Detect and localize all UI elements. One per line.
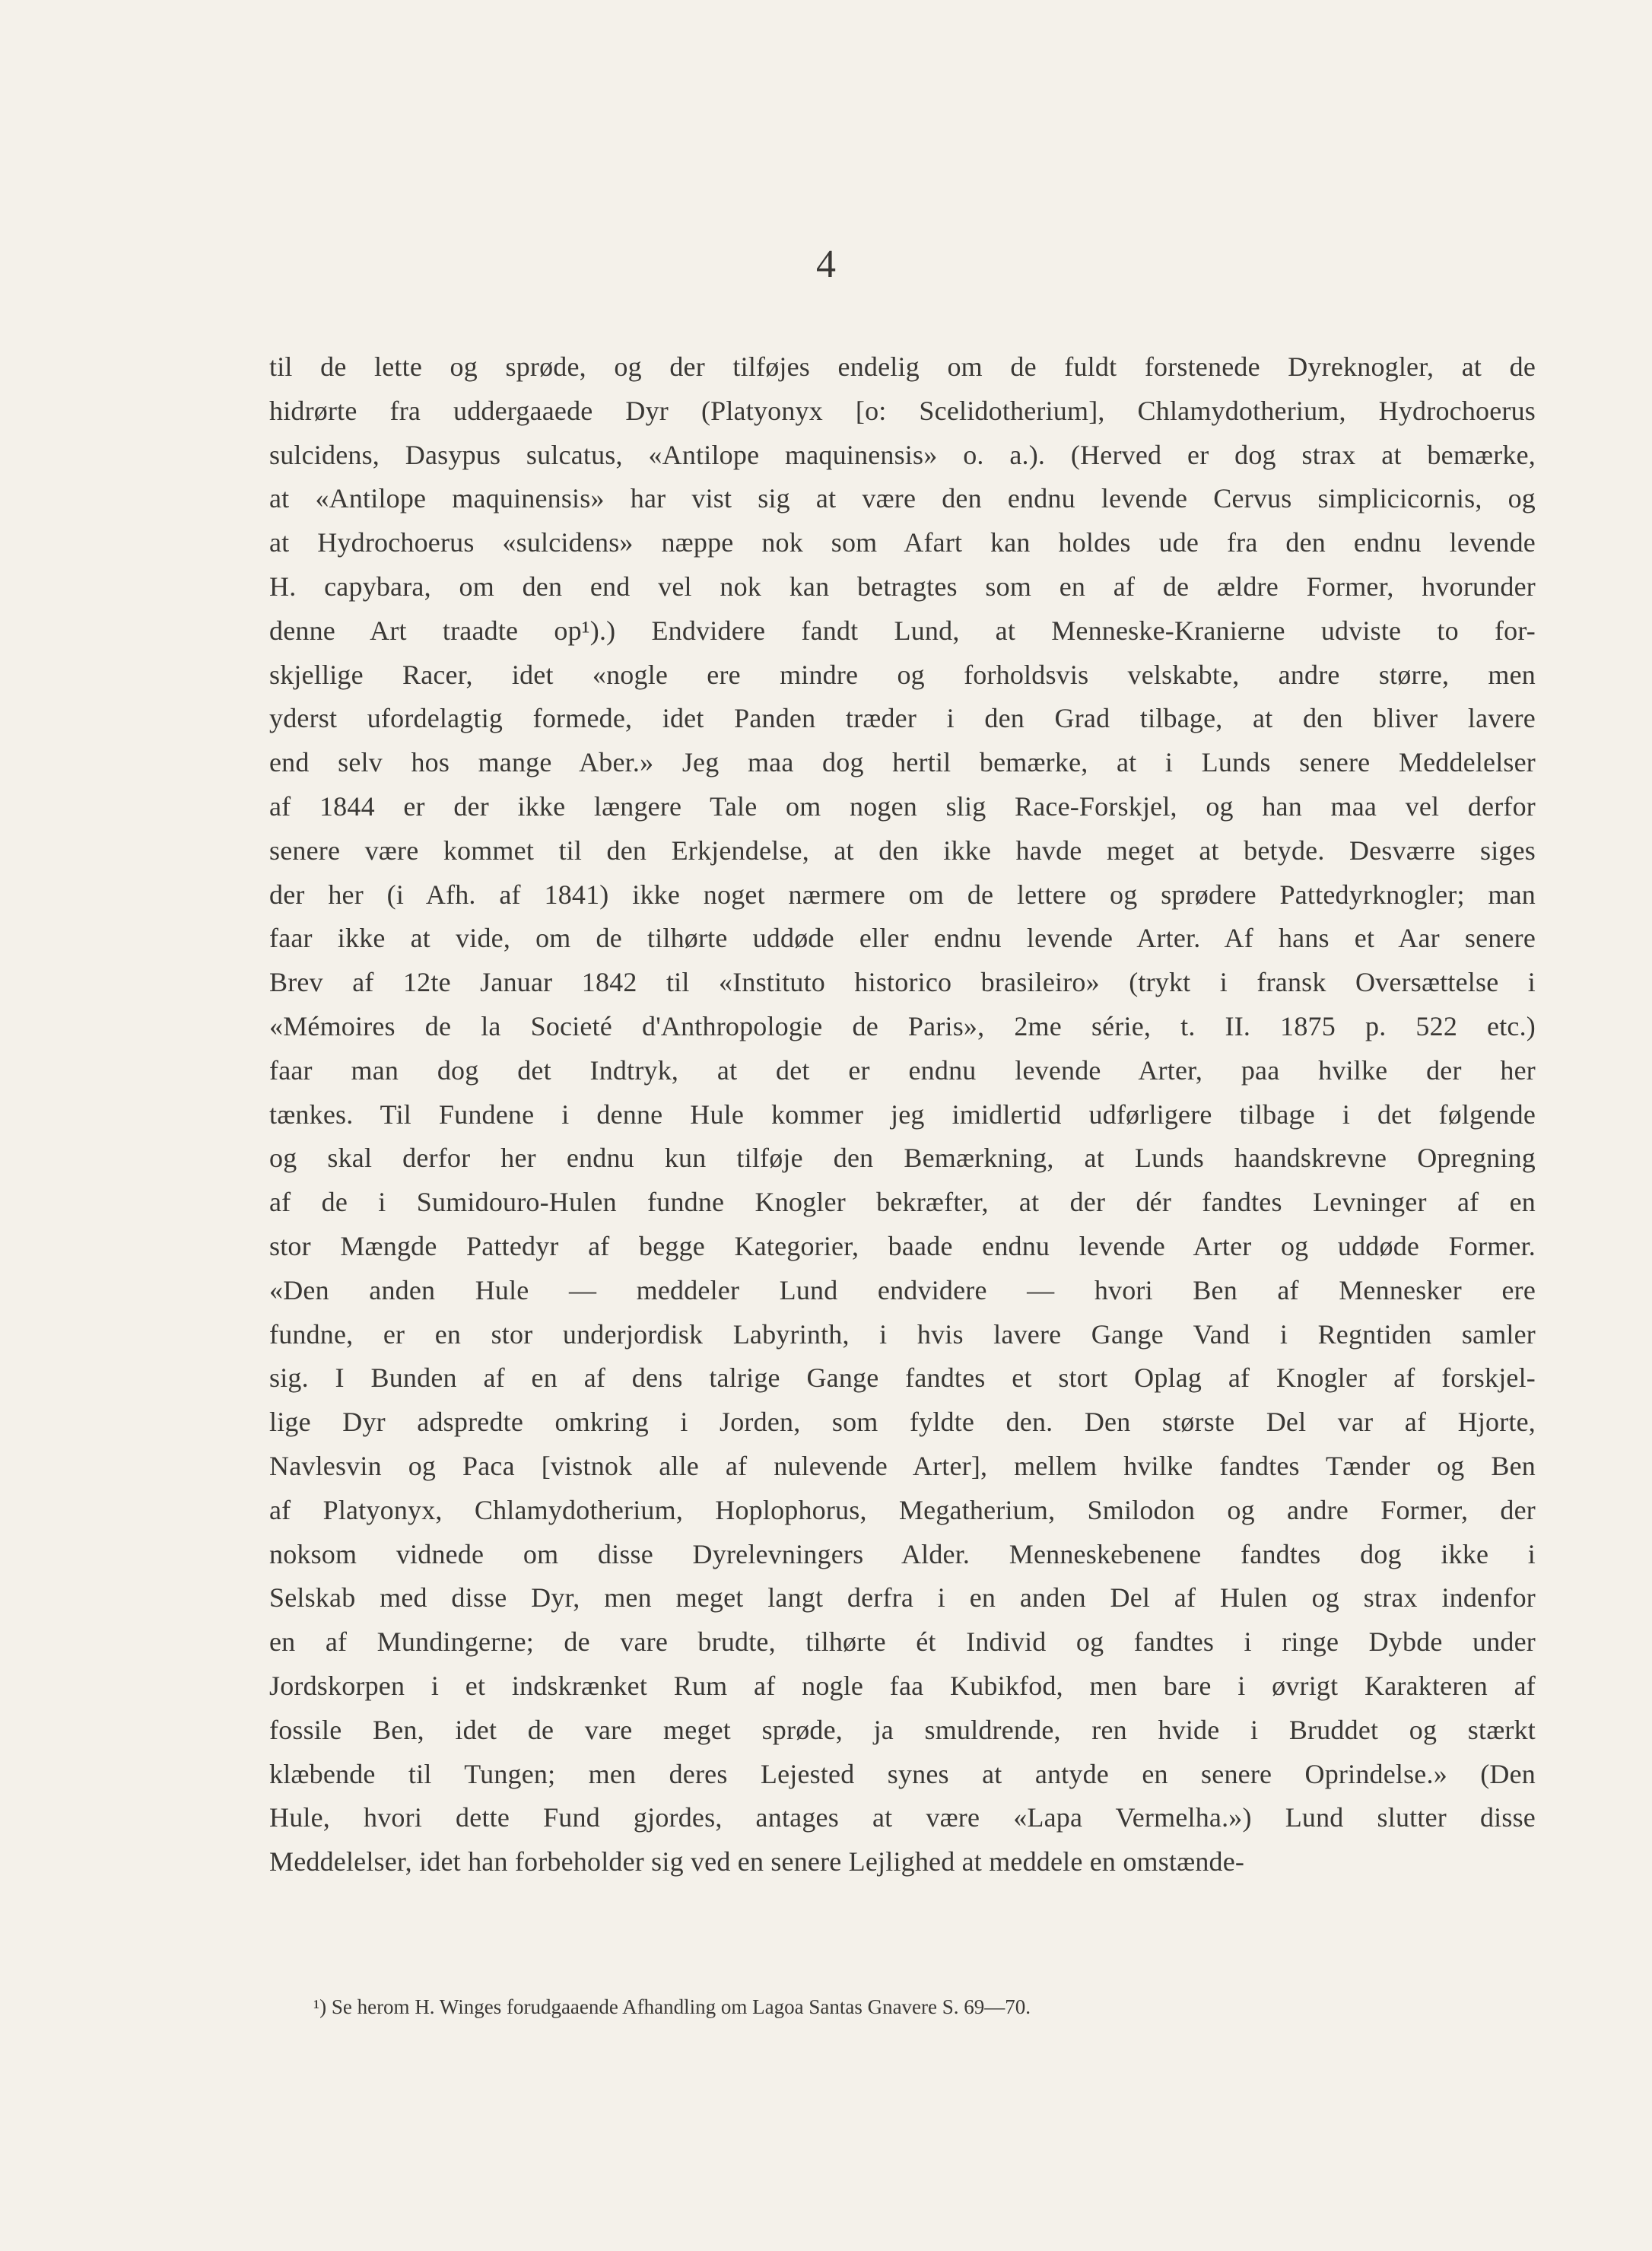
text-line: Hule, hvori dette Fund gjordes, antages at være «Lapa Vermelha.») Lund slutter disse <box>269 1802 1536 1833</box>
text-line: H. capybara, om den end vel nok kan betragtes som en af de ældre Former, hvorunder <box>269 571 1536 602</box>
page-number: 4 <box>816 243 836 286</box>
text-line: noksom vidnede om disse Dyrelevningers Alder. Menneskebenene fandtes dog ikke i <box>269 1538 1536 1569</box>
text-line: tænkes. Til Fundene i denne Hule kommer jeg imidlertid udførligere tilbage i det følgende <box>269 1098 1536 1130</box>
text-line: skjellige Racer, idet «nogle ere mindre og forholdsvis velskabte, andre større, men <box>269 659 1536 690</box>
text-line: senere være kommet til den Erkjendelse, at den ikke havde meget at betyde. Desværre siges <box>269 835 1536 866</box>
text-line: Selskab med disse Dyr, men meget langt derfra i en anden Del af Hulen og strax indenfor <box>269 1582 1536 1614</box>
text-line: at Hydrochoerus «sulcidens» næppe nok som Afart kan holdes ude fra den endnu levende <box>269 527 1536 558</box>
text-line: stor Mængde Pattedyr af begge Kategorier, baade endnu levende Arter og uddøde Former. <box>269 1230 1536 1261</box>
text-line: sig. I Bunden af en af dens talrige Gange fandtes et stort Oplag af Knogler af forskjel- <box>269 1362 1536 1394</box>
text-line: end selv hos mange Aber.» Jeg maa dog hertil bemærke, at i Lunds senere Meddelelser <box>269 747 1536 778</box>
text-line: at «Antilope maquinensis» har vist sig at være den endnu levende Cervus simplicicornis, og <box>269 483 1536 514</box>
text-line: sulcidens, Dasypus sulcatus, «Antilope maquinensis» o. a.). (Herved er dog strax at bemærke, <box>269 439 1536 470</box>
text-line: «Mémoires de la Societé d'Anthropologie de Paris», 2me série, t. II. 1875 p. 522 etc.) <box>269 1010 1536 1041</box>
text-line: en af Mundingerne; de vare brudte, tilhørte ét Individ og fandtes i ringe Dybde under <box>269 1626 1536 1658</box>
text-line: klæbende til Tungen; men deres Lejested synes at antyde en senere Oprindelse.» (Den <box>269 1758 1536 1789</box>
text-line: af Platyonyx, Chlamydotherium, Hoplophorus, Megatherium, Smilodon og andre Former, der <box>269 1494 1536 1525</box>
text-line: «Den anden Hule — meddeler Lund endvidere — hvori Ben af Mennesker ere <box>269 1274 1536 1305</box>
text-line: fossile Ben, idet de vare meget sprøde, ja smuldrende, ren hvide i Bruddet og stærkt <box>269 1714 1536 1745</box>
text-line: og skal derfor her endnu kun tilføje den Bemærkning, at Lunds haandskrevne Opregning <box>269 1143 1536 1174</box>
text-line: der her (i Afh. af 1841) ikke noget nærmere om de lettere og sprødere Pattedyrknogler; man <box>269 879 1536 910</box>
text-line: Brev af 12te Januar 1842 til «Instituto historico brasileiro» (trykt i fransk Oversættelse i <box>269 967 1536 998</box>
text-line: hidrørte fra uddergaaede Dyr (Platyonyx [o: Scelidotherium], Chlamydotherium, Hydrochoerus <box>269 395 1536 426</box>
text-line: Meddelelser, idet han forbeholder sig ved en senere Lejlighed at meddele en omstænde- <box>269 1846 1245 1877</box>
text-line: lige Dyr adspredte omkring i Jorden, som fyldte den. Den største Del var af Hjorte, <box>269 1407 1536 1438</box>
text-line: af 1844 er der ikke længere Tale om nogen slig Race-Forskjel, og han maa vel derfor <box>269 790 1536 822</box>
footnote: ¹) Se herom H. Winges forudgaaende Afhandling om Lagoa Santas Gnavere S. 69—70. <box>313 1995 1031 2018</box>
text-line: Jordskorpen i et indskrænket Rum af nogle faa Kubikfod, men bare i øvrigt Karakteren af <box>269 1670 1536 1701</box>
text-line: fundne, er en stor underjordisk Labyrinth, i hvis lavere Gange Vand i Regntiden samler <box>269 1318 1536 1350</box>
text-line: til de lette og sprøde, og der tilføjes endelig om de fuldt forstenede Dyreknogler, at de <box>269 351 1536 382</box>
text-line: yderst ufordelagtig formede, idet Panden træder i den Grad tilbage, at den bliver lavere <box>269 703 1536 734</box>
text-line: Navlesvin og Paca [vistnok alle af nulevende Arter], mellem hvilke fandtes Tænder og Ben <box>269 1450 1536 1481</box>
body-text <box>269 345 1536 1884</box>
text-line: denne Art traadte op¹).) Endvidere fandt Lund, at Menneske-Kranierne udviste to for- <box>269 615 1536 646</box>
text-line: faar ikke at vide, om de tilhørte uddøde eller endnu levende Arter. Af hans et Aar senere <box>269 923 1536 954</box>
text-line: faar man dog det Indtryk, at det er endnu levende Arter, paa hvilke der her <box>269 1054 1536 1086</box>
text-line: af de i Sumidouro-Hulen fundne Knogler bekræfter, at der dér fandtes Levninger af en <box>269 1187 1536 1218</box>
